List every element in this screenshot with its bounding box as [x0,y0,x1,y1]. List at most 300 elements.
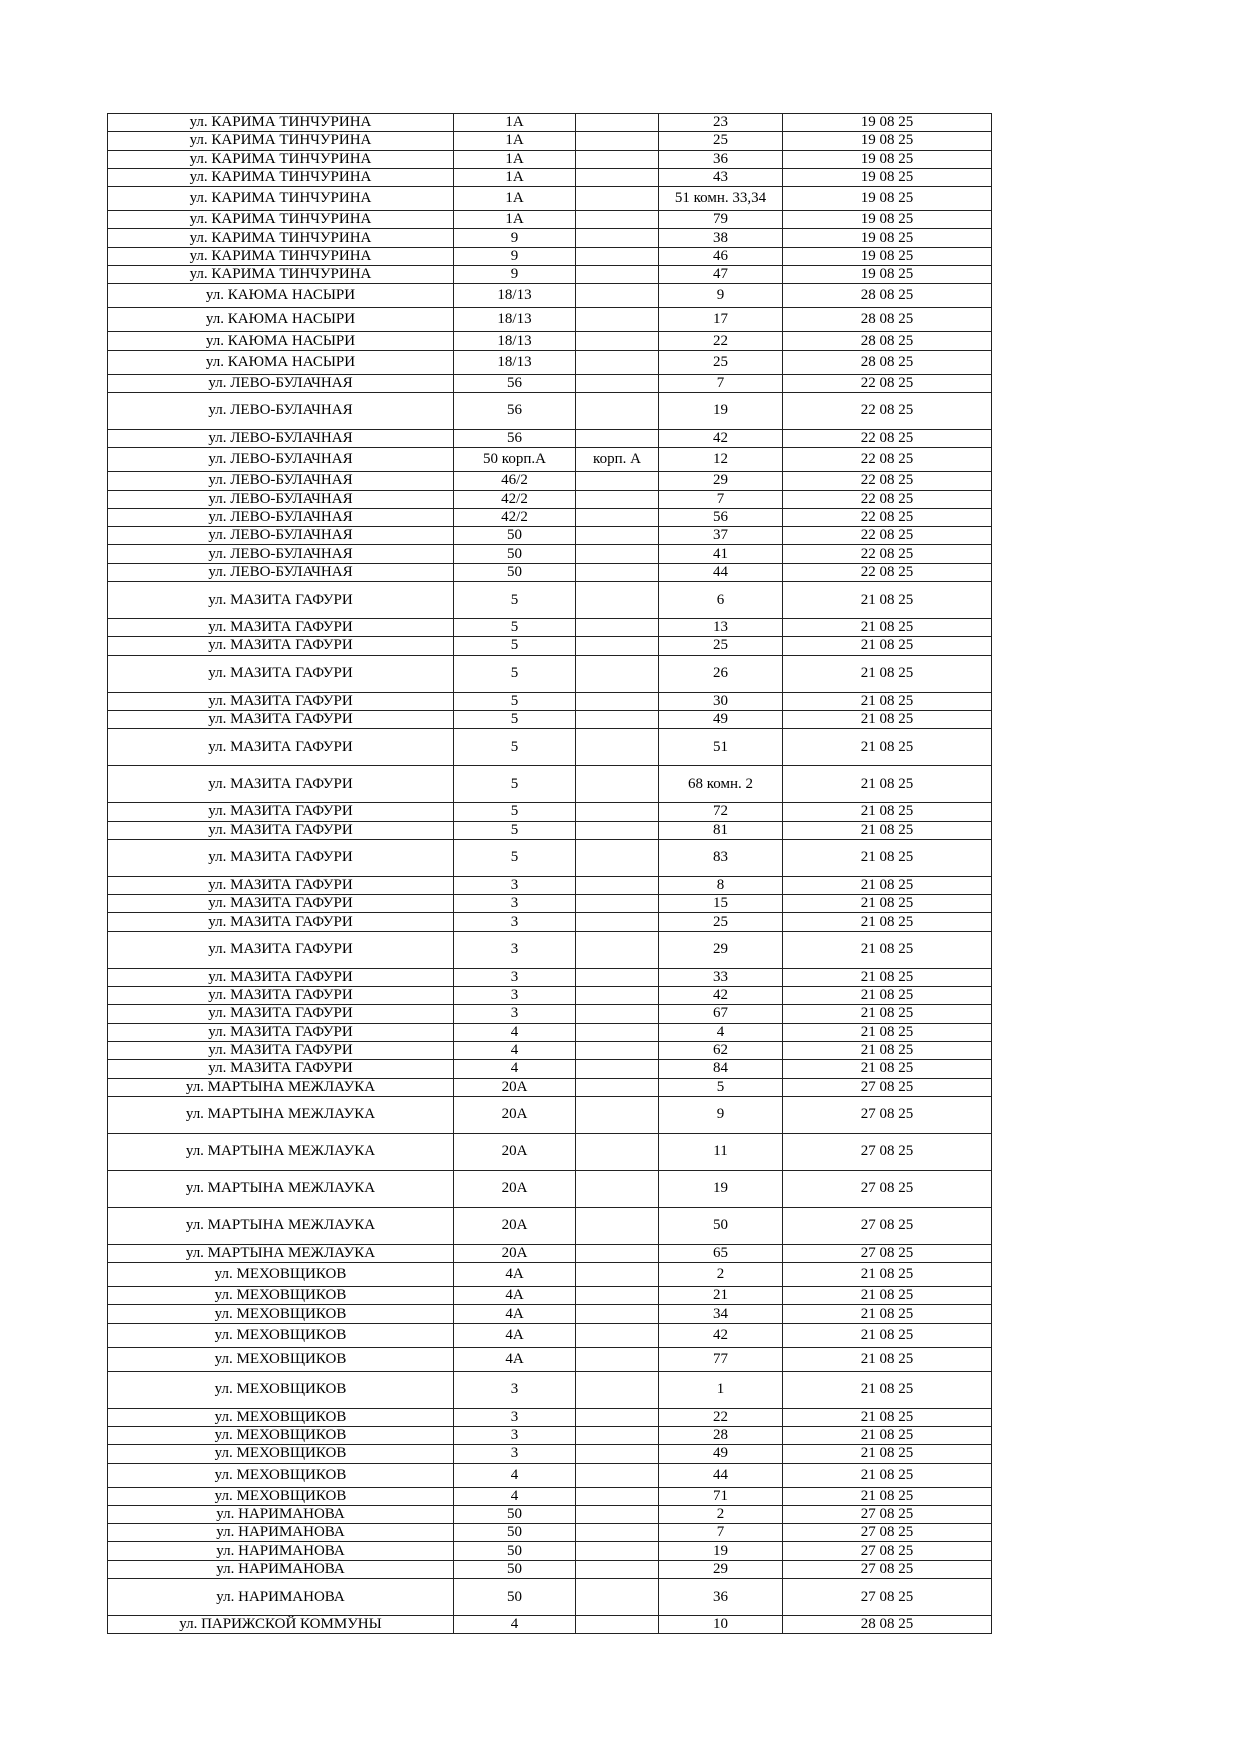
apartment-cell: 33 [659,968,783,986]
house-number-cell: 18/13 [454,284,576,308]
date-cell: 21 08 25 [783,1005,992,1023]
apartment-cell: 9 [659,1096,783,1133]
apartment-cell: 29 [659,1560,783,1578]
date-cell: 27 08 25 [783,1207,992,1244]
apartment-cell: 36 [659,1579,783,1616]
street-cell: ул. МЕХОВЩИКОВ [108,1445,454,1463]
apartment-cell: 49 [659,710,783,728]
table-row [108,987,992,1005]
date-cell: 21 08 25 [783,1023,992,1041]
address-table-body [108,114,992,1634]
apartment-cell: 11 [659,1133,783,1170]
house-number-cell: 20А [454,1244,576,1262]
street-cell: ул. НАРИМАНОВА [108,1542,454,1560]
table-row [108,839,992,876]
apartment-cell: 22 [659,332,783,350]
house-number-cell: 3 [454,1445,576,1463]
house-number-cell: 5 [454,803,576,821]
apartment-cell: 50 [659,1207,783,1244]
date-cell: 19 08 25 [783,187,992,211]
table-row [108,1005,992,1023]
table-row [108,472,992,490]
street-cell: ул. МАЗИТА ГАФУРИ [108,821,454,839]
street-cell: ул. МАЗИТА ГАФУРИ [108,931,454,968]
street-cell: ул. МАЗИТА ГАФУРИ [108,582,454,619]
date-cell: 27 08 25 [783,1579,992,1616]
building-cell [576,987,659,1005]
date-cell: 21 08 25 [783,1463,992,1487]
street-cell: ул. МАЗИТА ГАФУРИ [108,1023,454,1041]
apartment-cell: 17 [659,308,783,332]
date-cell: 22 08 25 [783,392,992,429]
date-cell: 27 08 25 [783,1096,992,1133]
table-row [108,1023,992,1041]
apartment-cell: 36 [659,150,783,168]
apartment-cell: 7 [659,1524,783,1542]
building-cell [576,1244,659,1262]
apartment-cell: 21 [659,1287,783,1305]
house-number-cell: 56 [454,429,576,447]
table-row [108,1170,992,1207]
building-cell [576,229,659,247]
house-number-cell: 50 [454,1505,576,1523]
date-cell: 21 08 25 [783,1305,992,1323]
table-row [108,931,992,968]
table-row [108,710,992,728]
street-cell: ул. МЕХОВЩИКОВ [108,1263,454,1287]
apartment-cell: 41 [659,545,783,563]
apartment-cell: 77 [659,1347,783,1371]
building-cell [576,247,659,265]
apartment-cell: 43 [659,168,783,186]
apartment-cell: 81 [659,821,783,839]
building-cell [576,187,659,211]
street-cell: ул. КАЮМА НАСЫРИ [108,308,454,332]
building-cell [576,1170,659,1207]
building-cell [576,114,659,132]
street-cell: ул. МАРТЫНА МЕЖЛАУКА [108,1096,454,1133]
house-number-cell: 1А [454,150,576,168]
table-row [108,766,992,803]
date-cell: 21 08 25 [783,821,992,839]
table-row [108,582,992,619]
apartment-cell: 68 комн. 2 [659,766,783,803]
street-cell: ул. МАЗИТА ГАФУРИ [108,710,454,728]
table-row [108,1060,992,1078]
house-number-cell: 9 [454,266,576,284]
date-cell: 27 08 25 [783,1542,992,1560]
apartment-cell: 47 [659,266,783,284]
street-cell: ул. ЛЕВО-БУЛАЧНАЯ [108,392,454,429]
house-number-cell: 4А [454,1287,576,1305]
table-row [108,913,992,931]
street-cell: ул. НАРИМАНОВА [108,1505,454,1523]
street-cell: ул. МАЗИТА ГАФУРИ [108,655,454,692]
house-number-cell: 3 [454,1005,576,1023]
street-cell: ул. МЕХОВЩИКОВ [108,1408,454,1426]
street-cell: ул. МАЗИТА ГАФУРИ [108,876,454,894]
street-cell: ул. МАЗИТА ГАФУРИ [108,619,454,637]
table-row [108,1133,992,1170]
table-row [108,1207,992,1244]
date-cell: 28 08 25 [783,1616,992,1634]
building-cell [576,266,659,284]
date-cell: 19 08 25 [783,229,992,247]
apartment-cell: 37 [659,527,783,545]
apartment-cell: 2 [659,1505,783,1523]
table-row [108,1347,992,1371]
date-cell: 21 08 25 [783,1445,992,1463]
building-cell [576,490,659,508]
building-cell [576,168,659,186]
table-row [108,1408,992,1426]
street-cell: ул. ПАРИЖСКОЙ КОММУНЫ [108,1616,454,1634]
apartment-cell: 67 [659,1005,783,1023]
apartment-cell: 25 [659,132,783,150]
date-cell: 19 08 25 [783,132,992,150]
house-number-cell: 50 [454,563,576,581]
street-cell: ул. МАЗИТА ГАФУРИ [108,803,454,821]
house-number-cell: 1А [454,132,576,150]
table-row [108,350,992,374]
building-cell [576,374,659,392]
table-row [108,1426,992,1444]
table-row [108,1524,992,1542]
building-cell [576,655,659,692]
table-row [108,392,992,429]
date-cell: 19 08 25 [783,168,992,186]
building-cell [576,710,659,728]
date-cell: 27 08 25 [783,1560,992,1578]
date-cell: 19 08 25 [783,150,992,168]
apartment-cell: 46 [659,247,783,265]
house-number-cell: 3 [454,913,576,931]
building-cell [576,150,659,168]
apartment-cell: 44 [659,1463,783,1487]
building-cell [576,1323,659,1347]
apartment-cell: 2 [659,1263,783,1287]
table-row [108,619,992,637]
date-cell: 21 08 25 [783,913,992,931]
house-number-cell: 5 [454,710,576,728]
building-cell [576,1524,659,1542]
table-row [108,508,992,526]
house-number-cell: 42/2 [454,490,576,508]
apartment-cell: 7 [659,374,783,392]
date-cell: 21 08 25 [783,1487,992,1505]
building-cell [576,1426,659,1444]
table-row [108,284,992,308]
street-cell: ул. МАРТЫНА МЕЖЛАУКА [108,1133,454,1170]
building-cell [576,1005,659,1023]
street-cell: ул. МЕХОВЩИКОВ [108,1371,454,1408]
table-row [108,821,992,839]
building-cell [576,1207,659,1244]
date-cell: 22 08 25 [783,527,992,545]
building-cell [576,308,659,332]
date-cell: 22 08 25 [783,472,992,490]
building-cell [576,1542,659,1560]
building-cell [576,429,659,447]
date-cell: 21 08 25 [783,619,992,637]
house-number-cell: 50 [454,1542,576,1560]
house-number-cell: 20А [454,1078,576,1096]
building-cell [576,332,659,350]
house-number-cell: 56 [454,392,576,429]
street-cell: ул. МАРТЫНА МЕЖЛАУКА [108,1078,454,1096]
apartment-cell: 29 [659,931,783,968]
apartment-cell: 25 [659,350,783,374]
date-cell: 21 08 25 [783,895,992,913]
date-cell: 21 08 25 [783,839,992,876]
house-number-cell: 1А [454,187,576,211]
building-cell: корп. А [576,448,659,472]
street-cell: ул. МЕХОВЩИКОВ [108,1287,454,1305]
building-cell [576,1023,659,1041]
table-row [108,1487,992,1505]
date-cell: 21 08 25 [783,1323,992,1347]
house-number-cell: 1А [454,114,576,132]
house-number-cell: 4А [454,1305,576,1323]
house-number-cell: 3 [454,987,576,1005]
building-cell [576,803,659,821]
house-number-cell: 9 [454,229,576,247]
street-cell: ул. МЕХОВЩИКОВ [108,1487,454,1505]
apartment-cell: 12 [659,448,783,472]
building-cell [576,1463,659,1487]
apartment-cell: 19 [659,1542,783,1560]
date-cell: 28 08 25 [783,350,992,374]
date-cell: 21 08 25 [783,582,992,619]
date-cell: 21 08 25 [783,931,992,968]
house-number-cell: 50 [454,545,576,563]
street-cell: ул. МЕХОВЩИКОВ [108,1426,454,1444]
apartment-cell: 13 [659,619,783,637]
apartment-cell: 22 [659,1408,783,1426]
date-cell: 21 08 25 [783,1287,992,1305]
date-cell: 21 08 25 [783,987,992,1005]
table-row [108,729,992,766]
house-number-cell: 4 [454,1041,576,1059]
table-row [108,1371,992,1408]
apartment-cell: 1 [659,1371,783,1408]
table-row [108,655,992,692]
street-cell: ул. КАРИМА ТИНЧУРИНА [108,114,454,132]
street-cell: ул. НАРИМАНОВА [108,1579,454,1616]
house-number-cell: 1А [454,168,576,186]
apartment-cell: 4 [659,1023,783,1041]
street-cell: ул. КАРИМА ТИНЧУРИНА [108,229,454,247]
street-cell: ул. МАЗИТА ГАФУРИ [108,913,454,931]
building-cell [576,1347,659,1371]
house-number-cell: 5 [454,821,576,839]
street-cell: ул. КАРИМА ТИНЧУРИНА [108,211,454,229]
house-number-cell: 5 [454,729,576,766]
apartment-cell: 83 [659,839,783,876]
street-cell: ул. ЛЕВО-БУЛАЧНАЯ [108,374,454,392]
building-cell [576,1487,659,1505]
date-cell: 28 08 25 [783,332,992,350]
date-cell: 21 08 25 [783,876,992,894]
street-cell: ул. НАРИМАНОВА [108,1524,454,1542]
house-number-cell: 50 корп.А [454,448,576,472]
street-cell: ул. МАЗИТА ГАФУРИ [108,839,454,876]
street-cell: ул. КАРИМА ТИНЧУРИНА [108,266,454,284]
house-number-cell: 46/2 [454,472,576,490]
table-row [108,168,992,186]
table-row [108,1463,992,1487]
date-cell: 22 08 25 [783,429,992,447]
street-cell: ул. ЛЕВО-БУЛАЧНАЯ [108,472,454,490]
house-number-cell: 18/13 [454,350,576,374]
date-cell: 21 08 25 [783,692,992,710]
building-cell [576,1305,659,1323]
street-cell: ул. МАЗИТА ГАФУРИ [108,987,454,1005]
building-cell [576,619,659,637]
house-number-cell: 5 [454,619,576,637]
table-row [108,1323,992,1347]
table-row [108,1542,992,1560]
apartment-cell: 38 [659,229,783,247]
house-number-cell: 56 [454,374,576,392]
table-row [108,374,992,392]
street-cell: ул. МАЗИТА ГАФУРИ [108,729,454,766]
street-cell: ул. ЛЕВО-БУЛАЧНАЯ [108,563,454,581]
apartment-cell: 9 [659,284,783,308]
date-cell: 21 08 25 [783,1408,992,1426]
street-cell: ул. МАЗИТА ГАФУРИ [108,1005,454,1023]
building-cell [576,1096,659,1133]
street-cell: ул. КАЮМА НАСЫРИ [108,332,454,350]
apartment-cell: 26 [659,655,783,692]
street-cell: ул. МАЗИТА ГАФУРИ [108,1041,454,1059]
house-number-cell: 3 [454,895,576,913]
building-cell [576,839,659,876]
street-cell: ул. НАРИМАНОВА [108,1560,454,1578]
table-row [108,545,992,563]
apartment-cell: 56 [659,508,783,526]
house-number-cell: 5 [454,637,576,655]
house-number-cell: 4 [454,1487,576,1505]
table-row [108,132,992,150]
building-cell [576,1060,659,1078]
house-number-cell: 42/2 [454,508,576,526]
apartment-cell: 84 [659,1060,783,1078]
apartment-cell: 51 [659,729,783,766]
house-number-cell: 4А [454,1263,576,1287]
apartment-cell: 5 [659,1078,783,1096]
date-cell: 21 08 25 [783,637,992,655]
street-cell: ул. МЕХОВЩИКОВ [108,1305,454,1323]
building-cell [576,931,659,968]
street-cell: ул. МАРТЫНА МЕЖЛАУКА [108,1207,454,1244]
date-cell: 21 08 25 [783,1371,992,1408]
street-cell: ул. КАРИМА ТИНЧУРИНА [108,187,454,211]
house-number-cell: 50 [454,1524,576,1542]
date-cell: 21 08 25 [783,1060,992,1078]
apartment-cell: 19 [659,1170,783,1207]
apartment-cell: 42 [659,987,783,1005]
table-row [108,1579,992,1616]
building-cell [576,1287,659,1305]
table-row [108,1505,992,1523]
date-cell: 28 08 25 [783,284,992,308]
street-cell: ул. МАЗИТА ГАФУРИ [108,895,454,913]
date-cell: 22 08 25 [783,490,992,508]
table-row [108,1445,992,1463]
table-row [108,1560,992,1578]
apartment-cell: 25 [659,913,783,931]
house-number-cell: 50 [454,1579,576,1616]
table-row [108,527,992,545]
street-cell: ул. ЛЕВО-БУЛАЧНАЯ [108,429,454,447]
street-cell: ул. КАРИМА ТИНЧУРИНА [108,247,454,265]
building-cell [576,876,659,894]
building-cell [576,1579,659,1616]
street-cell: ул. КАРИМА ТИНЧУРИНА [108,168,454,186]
street-cell: ул. МАЗИТА ГАФУРИ [108,968,454,986]
apartment-cell: 42 [659,1323,783,1347]
street-cell: ул. МАРТЫНА МЕЖЛАУКА [108,1170,454,1207]
table-row [108,1096,992,1133]
street-cell: ул. КАРИМА ТИНЧУРИНА [108,150,454,168]
date-cell: 21 08 25 [783,655,992,692]
street-cell: ул. КАЮМА НАСЫРИ [108,284,454,308]
house-number-cell: 50 [454,1560,576,1578]
apartment-cell: 34 [659,1305,783,1323]
table-row [108,692,992,710]
house-number-cell: 5 [454,582,576,619]
building-cell [576,582,659,619]
house-number-cell: 3 [454,1426,576,1444]
date-cell: 19 08 25 [783,266,992,284]
street-cell: ул. КАЮМА НАСЫРИ [108,350,454,374]
date-cell: 21 08 25 [783,710,992,728]
date-cell: 21 08 25 [783,766,992,803]
building-cell [576,729,659,766]
street-cell: ул. МАЗИТА ГАФУРИ [108,637,454,655]
date-cell: 27 08 25 [783,1078,992,1096]
apartment-cell: 65 [659,1244,783,1262]
building-cell [576,1616,659,1634]
street-cell: ул. МАРТЫНА МЕЖЛАУКА [108,1244,454,1262]
building-cell [576,1078,659,1096]
building-cell [576,766,659,803]
apartment-cell: 44 [659,563,783,581]
building-cell [576,1408,659,1426]
street-cell: ул. МАЗИТА ГАФУРИ [108,692,454,710]
date-cell: 27 08 25 [783,1524,992,1542]
building-cell [576,545,659,563]
date-cell: 21 08 25 [783,1347,992,1371]
date-cell: 21 08 25 [783,1426,992,1444]
address-table [107,113,992,1634]
date-cell: 22 08 25 [783,374,992,392]
table-row [108,187,992,211]
street-cell: ул. МАЗИТА ГАФУРИ [108,766,454,803]
house-number-cell: 4А [454,1347,576,1371]
table-row [108,968,992,986]
house-number-cell: 3 [454,1408,576,1426]
apartment-cell: 6 [659,582,783,619]
table-row [108,490,992,508]
table-row [108,266,992,284]
house-number-cell: 4А [454,1323,576,1347]
house-number-cell: 5 [454,839,576,876]
house-number-cell: 3 [454,1371,576,1408]
building-cell [576,913,659,931]
apartment-cell: 19 [659,392,783,429]
